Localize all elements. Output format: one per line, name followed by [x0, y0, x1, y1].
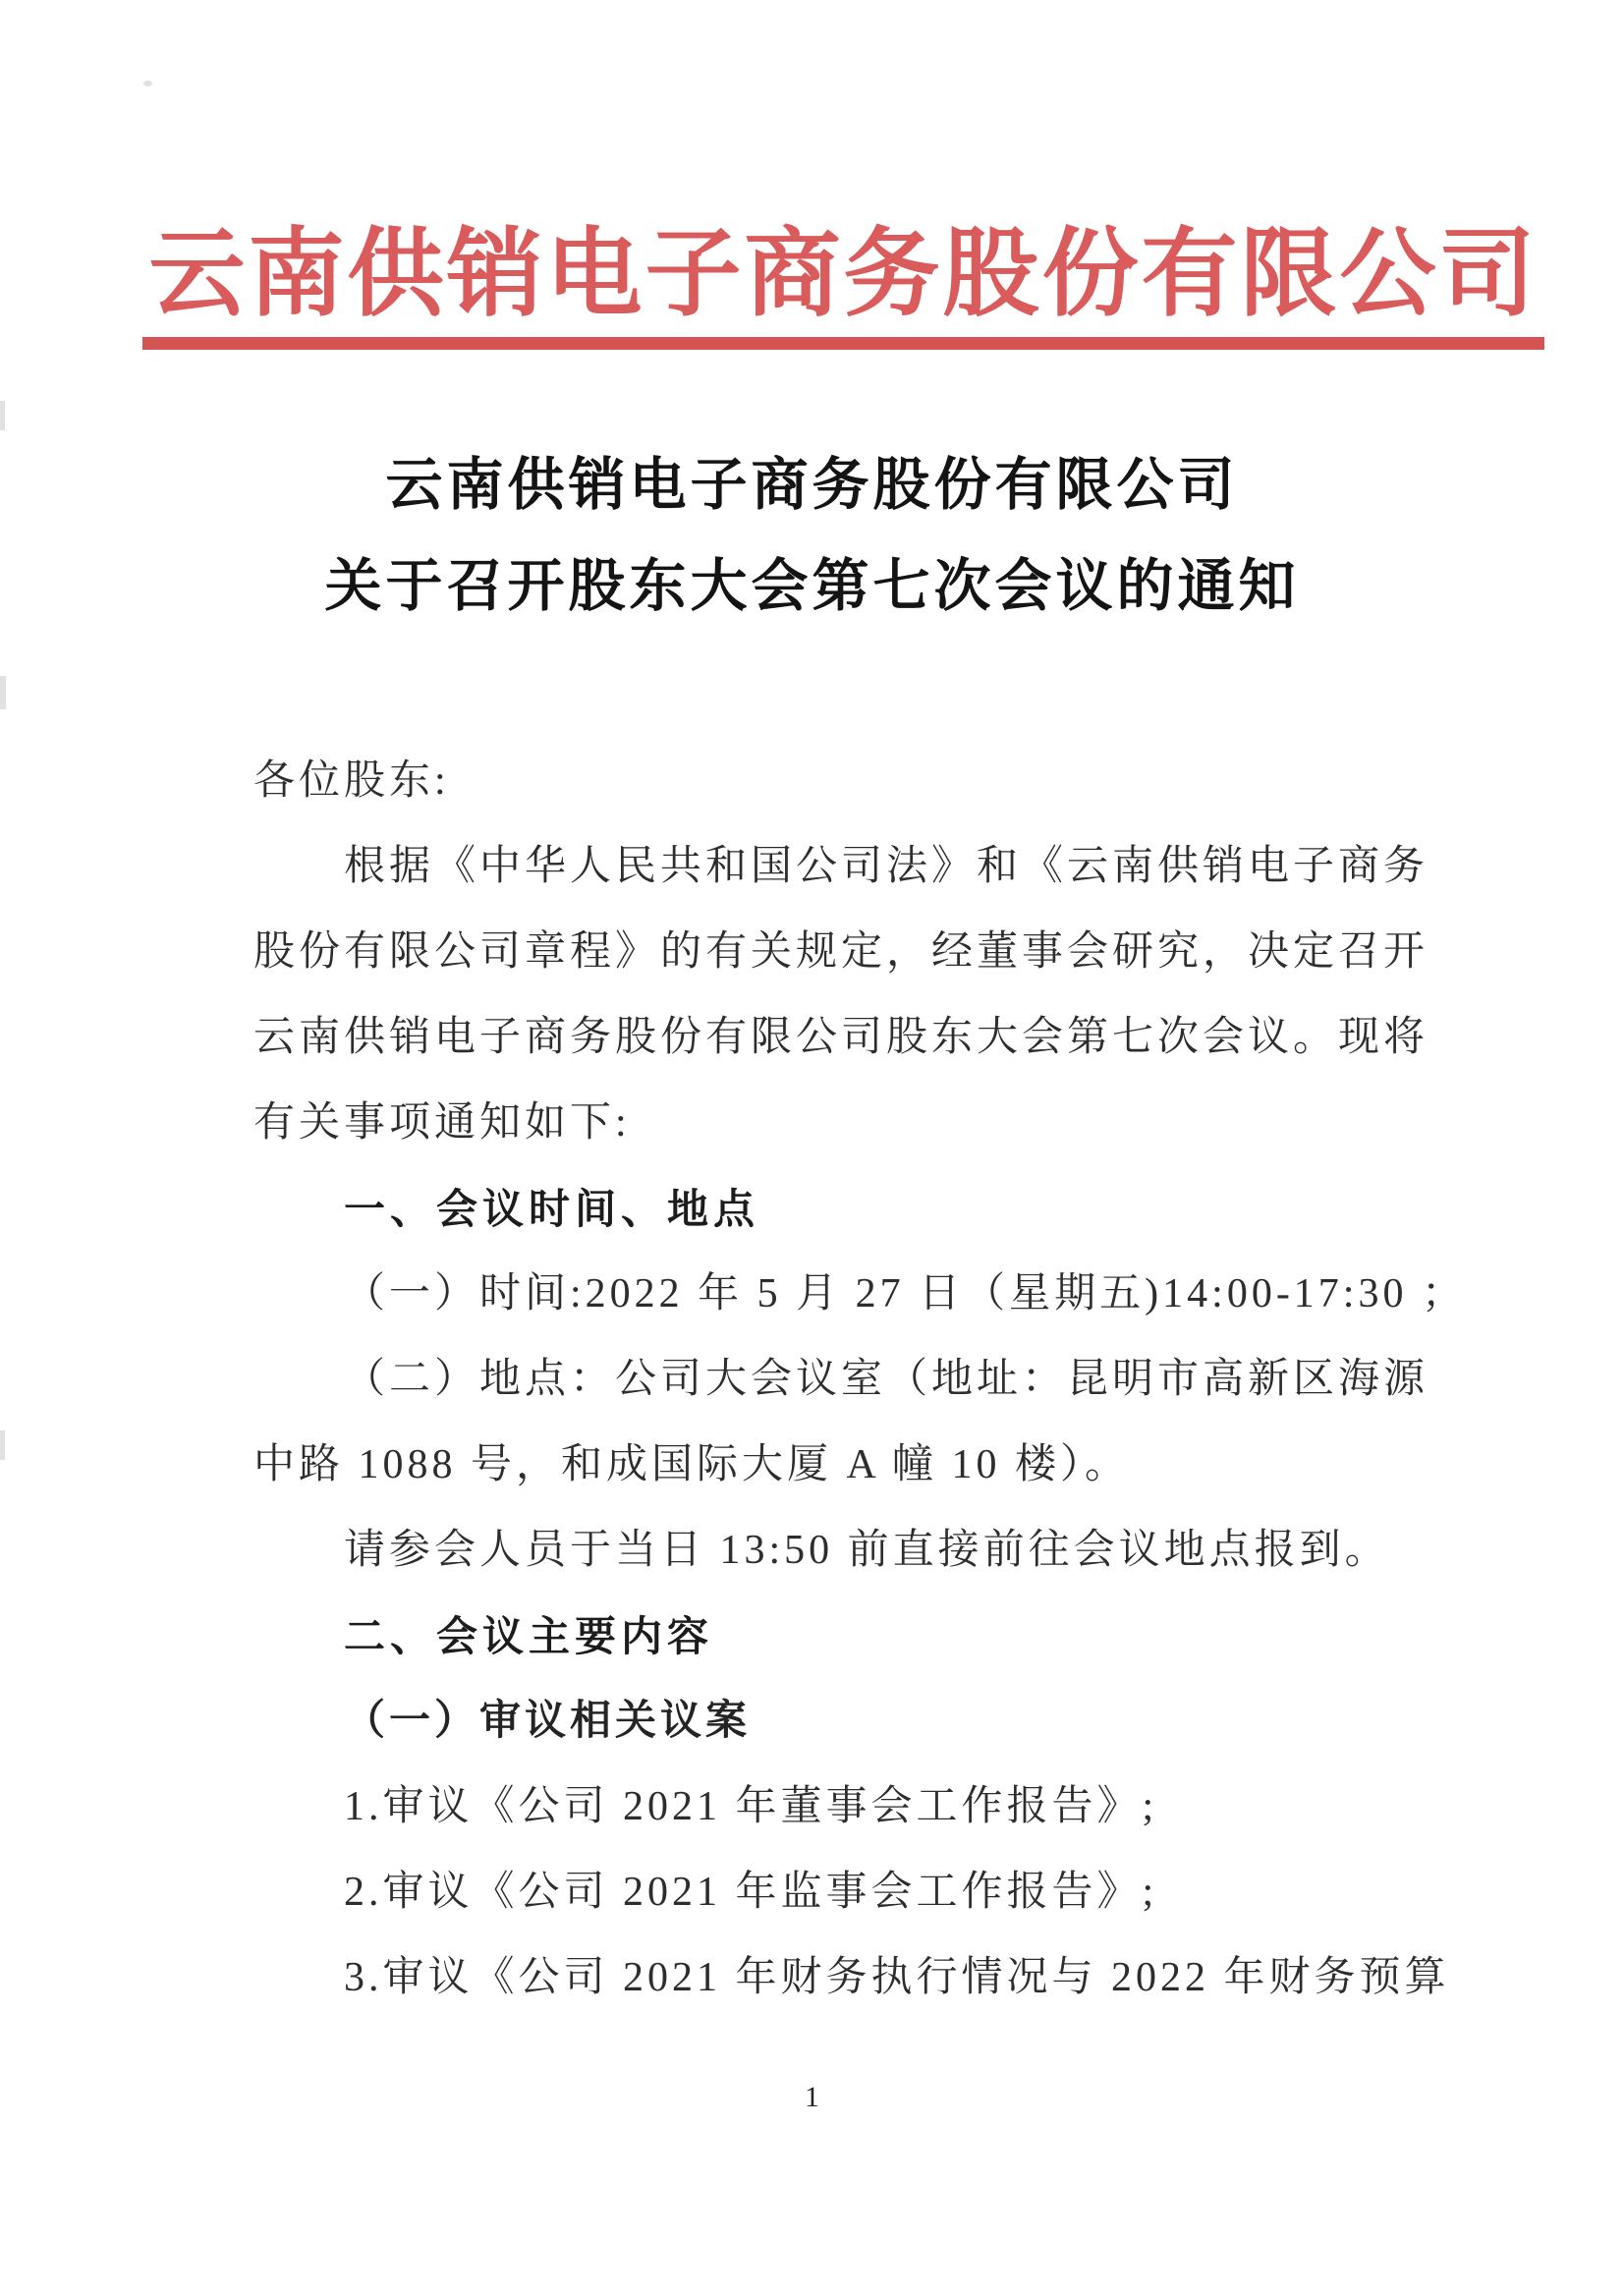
document-line: 云南供销电子商务股份有限公司股东大会第七次会议。现将 [253, 1015, 1429, 1060]
title-line-2: 关于召开股东大会第七次会议的通知 [324, 554, 1300, 618]
title-line-1: 云南供销电子商务股份有限公司 [385, 453, 1239, 517]
document-line: 二、会议主要内容 [344, 1613, 714, 1659]
document-line: 请参会人员于当日 13:50 前直接前往会议地点报到。 [344, 1528, 1390, 1573]
letterhead-company-name: 云南供销电子商务股份有限公司 [142, 218, 1543, 350]
document-line: 3.审议《公司 2021 年财务执行情况与 2022 年财务预算 [344, 1955, 1450, 2000]
document-title [0, 434, 1624, 637]
scan-artifact-speck [143, 81, 152, 86]
document-line: 一、会议时间、地点 [344, 1186, 760, 1232]
document-line: （二）地点：公司大会议室（地址：昆明市高新区海源 [344, 1357, 1429, 1402]
document-line: （一）审议相关议案 [344, 1699, 752, 1744]
document-line: 有关事项通知如下: [253, 1100, 631, 1146]
document-line: 根据《中华人民共和国公司法》和《云南供销电子商务 [344, 844, 1429, 889]
page-number: 1 [805, 2081, 819, 2113]
document-body [253, 739, 1501, 2021]
document-line: （一）时间:2022 年 5 月 27 日（星期五)14:00-17:30 ； [344, 1271, 1467, 1316]
scan-artifact-edge [0, 676, 6, 709]
document-line: 2.审议《公司 2021 年监事会工作报告》; [344, 1870, 1158, 1915]
scan-artifact-edge [0, 1430, 5, 1460]
company-letterhead [0, 218, 1624, 350]
document-line: 股份有限公司章程》的有关规定，经董事会研究，决定召开 [253, 929, 1429, 975]
document-line: 中路 1088 号，和成国际大厦 A 幢 10 楼）。 [253, 1442, 1131, 1487]
document-line: 各位股东: [253, 758, 450, 804]
scan-artifact-edge [0, 401, 5, 430]
document-line: 1.审议《公司 2021 年董事会工作报告》; [344, 1784, 1158, 1829]
